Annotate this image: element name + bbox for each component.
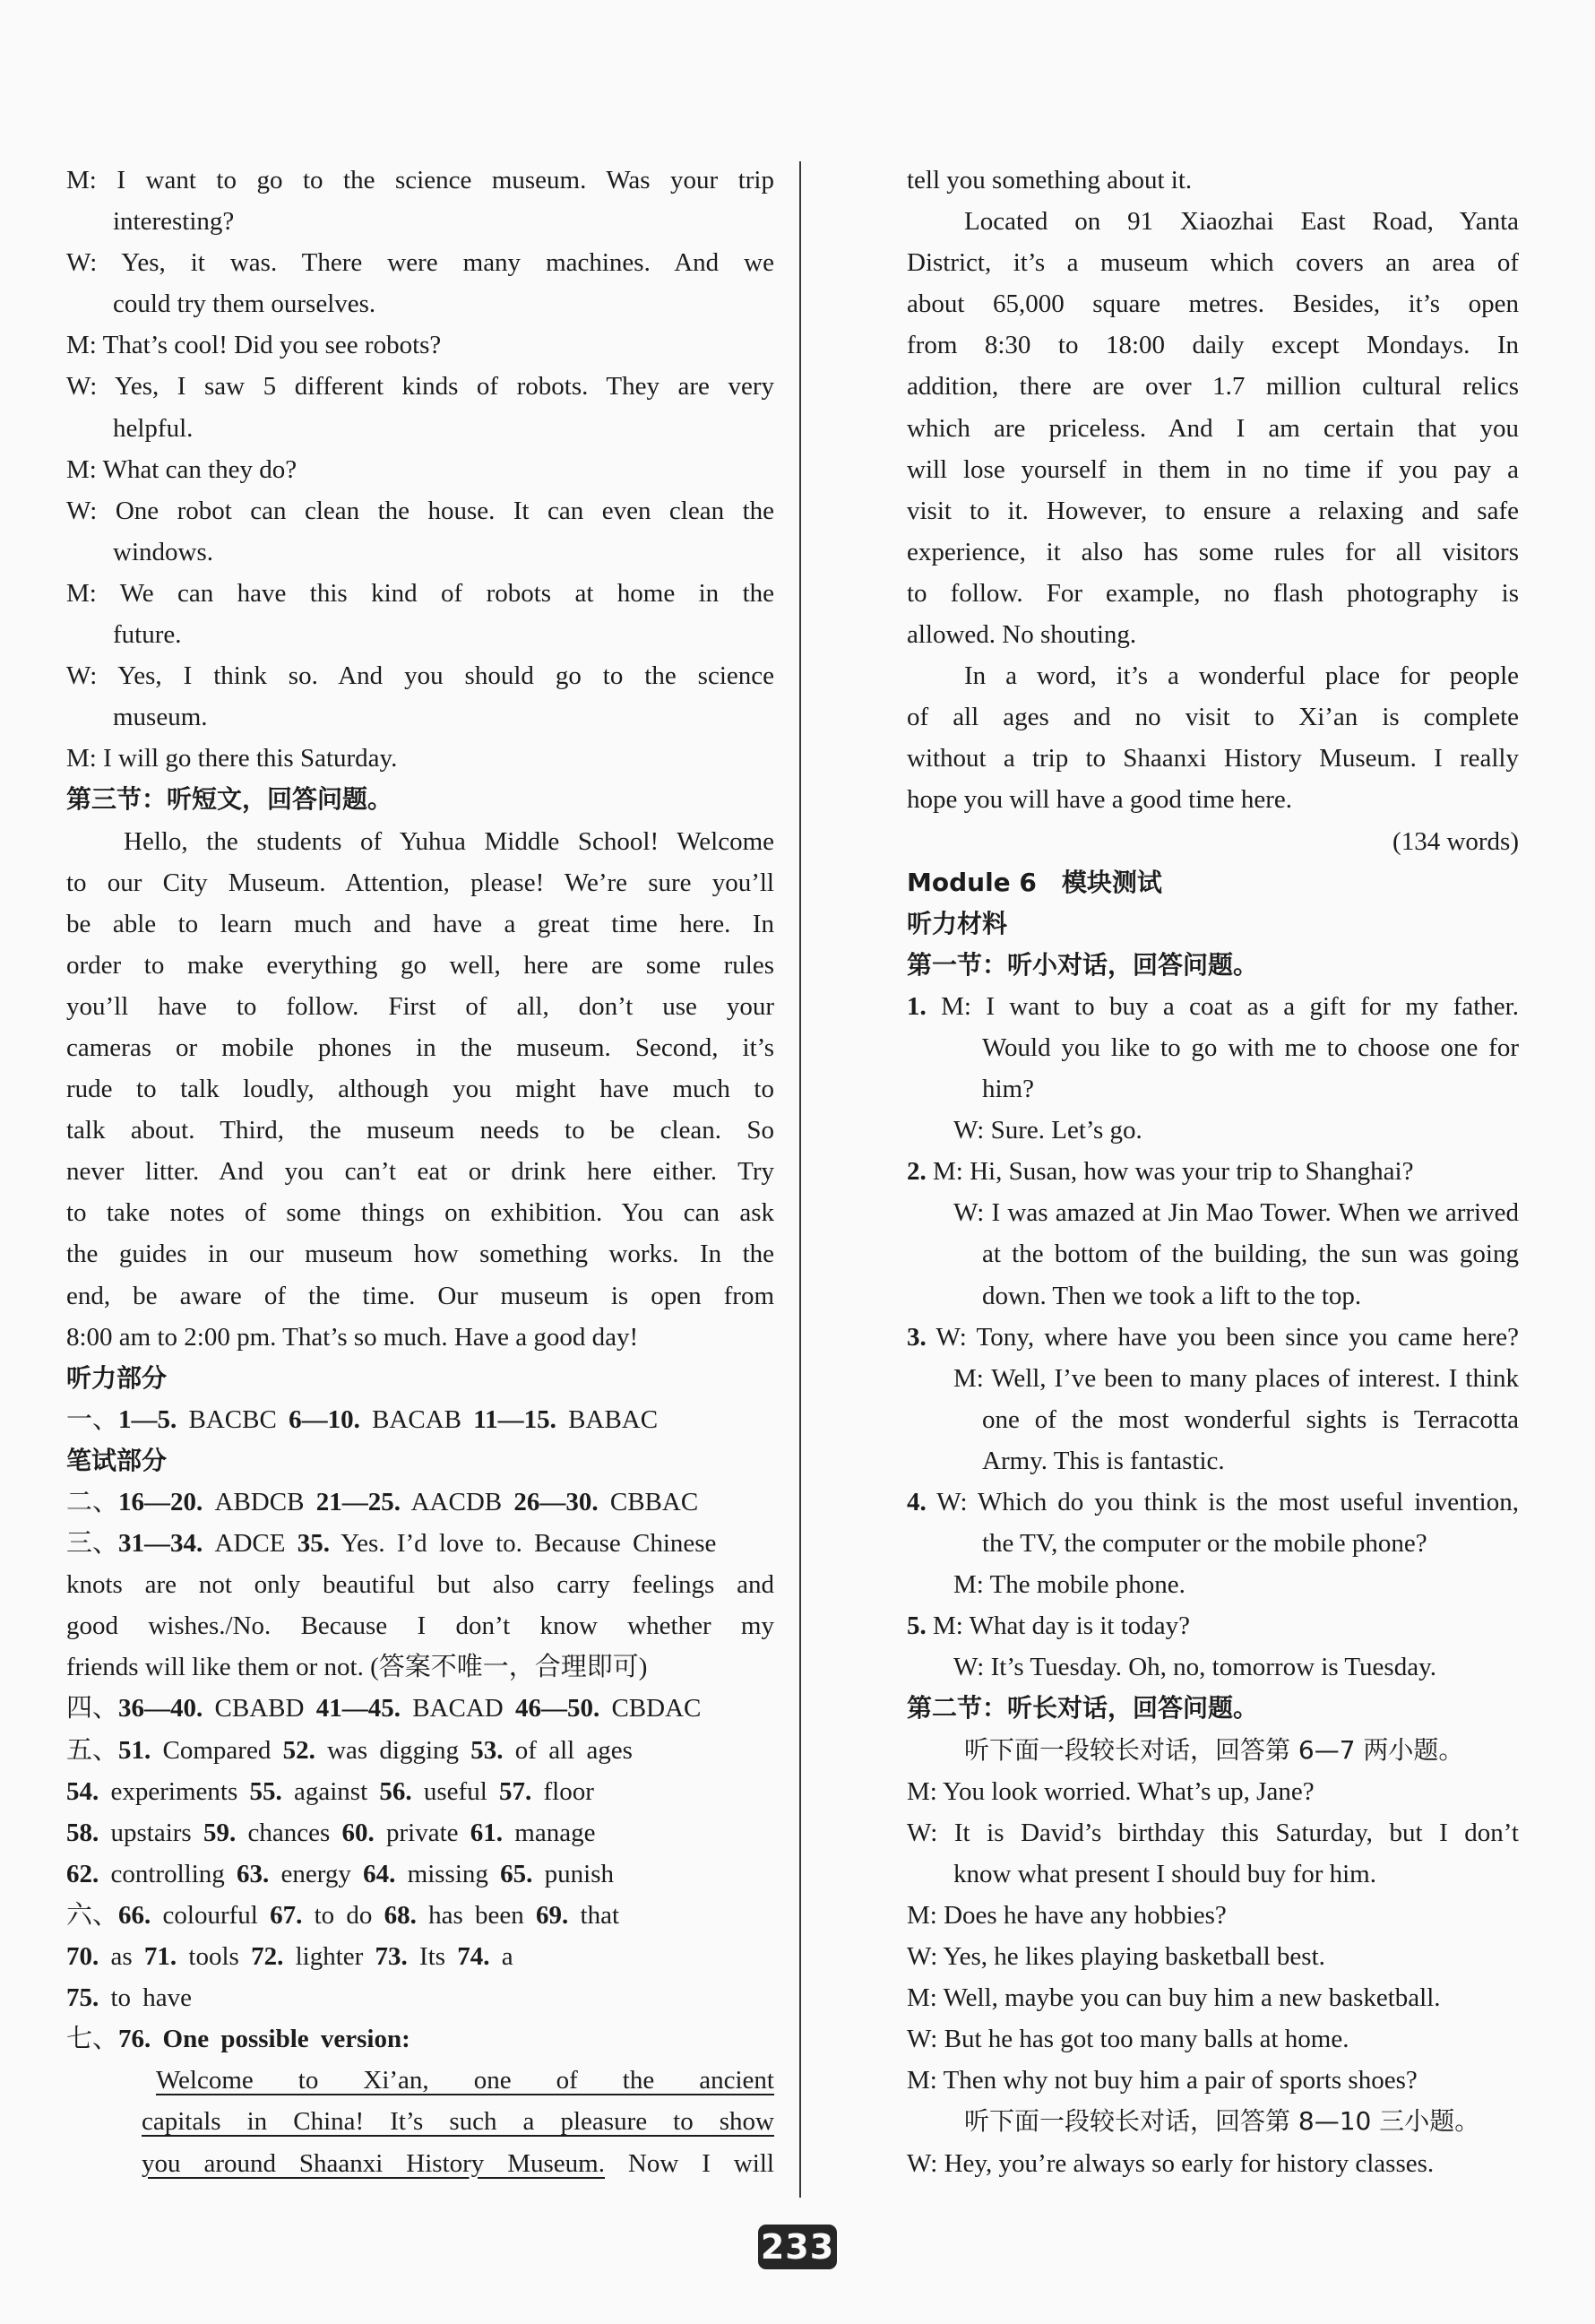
text-line: Hello, the students of Yuhua Middle School! Welcome: [124, 826, 774, 856]
answer-value: against: [281, 1776, 380, 1806]
dialogue-line: down. Then we took a lift to the top.: [982, 1281, 1362, 1310]
essay-line: Welcome to Xi’an, one of the ancient: [156, 2066, 774, 2095]
dialogue-line: M: Then why not buy him a pair of sports shoes?: [907, 2066, 1418, 2095]
item-range: 35.: [297, 1529, 330, 1559]
item-number: 53.: [470, 1735, 504, 1765]
answer-value: CBDAC: [599, 1694, 702, 1724]
item-number: 63.: [237, 1859, 270, 1888]
dialogue-text: M: What day is it today?: [926, 1611, 1190, 1641]
text-line: W: Yes, it was. There were many machines. And we: [66, 248, 774, 278]
item-range: 11—15.: [473, 1404, 556, 1434]
answer-value: punish: [532, 1859, 614, 1888]
part-label: 五、: [66, 1735, 119, 1765]
part-label: 六、: [66, 1900, 119, 1930]
essay-line: will lose yourself in them in no time if you pay a: [907, 454, 1519, 484]
text-line: the guides in our museum how something works. In the: [66, 1240, 774, 1269]
text-line: end, be aware of the time. Our museum is open from: [66, 1281, 774, 1310]
item-number: 57.: [499, 1776, 532, 1806]
answer-line: [66, 1895, 774, 1936]
dialogue-line: M: Well, maybe you can buy him a new basketball.: [907, 1983, 1441, 2013]
answer-value: floor: [531, 1776, 594, 1806]
question-number: 1.: [907, 991, 927, 1021]
item-number: 74.: [457, 1942, 490, 1972]
item-number: 55.: [249, 1776, 282, 1806]
answer-line: [66, 1523, 774, 1564]
page-number: 233: [758, 2225, 837, 2269]
column-divider: [799, 161, 801, 2198]
essay-line: tell you something about it.: [907, 166, 1193, 194]
text-line: friends will like them or not. (答案不唯一，合理即可): [66, 1653, 648, 1682]
dialogue-line: the TV, the computer or the mobile phone?: [982, 1529, 1427, 1559]
dialogue-line: one of the most wonderful sights is Terracotta: [982, 1404, 1519, 1434]
instruction-line: 听下面一段较长对话，回答第 6—7 两小题。: [964, 1734, 1464, 1765]
section-title-written: 笔试部分: [66, 1445, 168, 1475]
item-number: 69.: [536, 1900, 569, 1930]
essay-line: capitals in China! It’s such a pleasure to show: [142, 2107, 774, 2137]
item-number: 67.: [270, 1900, 303, 1930]
essay-line: District, it’s a museum which covers an area of: [907, 248, 1519, 278]
answer-value: ABDCB: [203, 1488, 316, 1516]
essay-line: [66, 2143, 774, 2184]
text-line: interesting?: [113, 207, 235, 237]
item-number: 72.: [251, 1942, 284, 1972]
section-heading: 第一节：听小对话，回答问题。: [907, 949, 1259, 980]
text-line: rude to talk loudly, although you might have much to: [66, 1075, 774, 1104]
dialogue-line: W: Sure. Let’s go.: [953, 1116, 1142, 1145]
dialogue-line: at the bottom of the building, the sun was going: [982, 1240, 1519, 1269]
answer-line: [66, 1482, 774, 1523]
item-number: 62.: [66, 1859, 99, 1888]
text-line: M: I want to go to the science museum. Was your trip: [66, 166, 774, 194]
part-label: 四、: [66, 1694, 119, 1724]
item-number: 58.: [66, 1818, 99, 1847]
item-range: 1—5.: [118, 1404, 177, 1434]
text-line: museum.: [113, 703, 208, 732]
item-number: 66.: [118, 1900, 151, 1930]
answer-value: missing: [395, 1859, 501, 1888]
text-line: W: One robot can clean the house. It can even clean the: [66, 496, 774, 525]
answer-value: has been: [416, 1900, 537, 1930]
answer-line: [66, 1977, 774, 2018]
answer-value: AACDB: [400, 1488, 514, 1516]
part-label: 二、: [66, 1488, 119, 1516]
text-line: knots are not only beautiful but also carry feelings and: [66, 1570, 774, 1600]
answer-value: useful: [411, 1776, 500, 1806]
item-number: 64.: [363, 1859, 396, 1888]
dialogue-text: M: Hi, Susan, how was your trip to Shanghai?: [926, 1157, 1414, 1187]
answer-value: lighter: [283, 1942, 375, 1972]
text-line: order to make everything go well, here are some rules: [66, 950, 774, 980]
text-line: to take notes of some things on exhibition. You can ask: [66, 1198, 774, 1228]
item-number: 52.: [282, 1735, 315, 1765]
listening-material-title: 听力材料: [907, 908, 1008, 938]
essay-line: to follow. For example, no flash photography is: [907, 578, 1519, 608]
dialogue-line: M: The mobile phone.: [953, 1570, 1185, 1600]
text-line: could try them ourselves.: [113, 289, 376, 319]
answer-value: chances: [236, 1818, 342, 1847]
answer-value: tools: [177, 1942, 252, 1972]
item-number: 59.: [203, 1818, 237, 1847]
dialogue-line: [907, 1605, 1519, 1646]
answer-line: [66, 1399, 774, 1440]
answer-value: to have: [99, 1983, 193, 2013]
essay-line: about 65,000 square metres. Besides, it’s open: [907, 289, 1519, 319]
essay-line: allowed. No shouting.: [907, 620, 1137, 650]
answer-value: Compared: [151, 1735, 283, 1765]
answer-value: BACAD: [400, 1694, 515, 1724]
word-count: (134 words): [1392, 826, 1519, 856]
question-number: 5.: [907, 1611, 927, 1641]
dialogue-text: W: Tony, where have you been since you came here?: [926, 1322, 1519, 1352]
module-title: Module 6 模块测试: [907, 867, 1162, 897]
text-line: future.: [113, 620, 182, 650]
dialogue-line: W: But he has got too many balls at home.: [907, 2025, 1349, 2054]
dialogue-line: W: I was amazed at Jin Mao Tower. When we arrived: [953, 1198, 1519, 1228]
text-line: W: Yes, I saw 5 different kinds of robots. They are very: [66, 372, 774, 402]
part-label: 七、: [66, 2025, 119, 2054]
answer-value: upstairs: [99, 1818, 203, 1847]
text-line: good wishes./No. Because I don’t know whether my: [66, 1611, 774, 1641]
item-number: 54.: [66, 1776, 99, 1806]
item-range: 6—10.: [289, 1404, 360, 1434]
dialogue-line: M: You look worried. What’s up, Jane?: [907, 1776, 1315, 1806]
answer-value: as: [99, 1942, 144, 1972]
dialogue-line: him?: [982, 1075, 1034, 1104]
text-line: helpful.: [113, 413, 194, 443]
dialogue-line: [907, 1317, 1519, 1358]
item-number: 70.: [66, 1942, 99, 1972]
essay-line: addition, there are over 1.7 million cultural relics: [907, 372, 1519, 402]
text-line: M: What can they do?: [66, 454, 297, 484]
answer-line: [66, 1730, 774, 1771]
item-number: 51.: [118, 1735, 151, 1765]
answer-value: ADCE: [203, 1529, 297, 1559]
part-label: 三、: [66, 1529, 119, 1559]
section-heading: 第三节：听短文，回答问题。: [66, 784, 393, 815]
section-heading: 第二节：听长对话，回答问题。: [907, 1693, 1259, 1724]
dialogue-line: W: It is David’s birthday this Saturday, but I don’t: [907, 1818, 1519, 1847]
dialogue-line: [907, 1151, 1519, 1192]
essay-line: of all ages and no visit to Xi’an is complete: [907, 703, 1519, 732]
essay-line: without a trip to Shaanxi History Museum. I really: [907, 744, 1519, 773]
part-label: 一、: [66, 1404, 119, 1434]
answer-value: CBABD: [203, 1694, 316, 1724]
text-line: M: That’s cool! Did you see robots?: [66, 331, 442, 360]
text-line: you’ll have to follow. First of all, don’t use your: [66, 991, 774, 1021]
answer-value: of all ages: [503, 1735, 633, 1765]
answer-line: [66, 1936, 774, 1977]
essay-line: In a word, it’s a wonderful place for people: [964, 661, 1519, 691]
dialogue-line: [907, 1482, 1519, 1523]
dialogue-line: W: It’s Tuesday. Oh, no, tomorrow is Tuesday.: [953, 1653, 1436, 1682]
answer-value: Its: [407, 1942, 458, 1972]
item-range: 31—34.: [118, 1529, 203, 1559]
item-range: 16—20.: [118, 1488, 203, 1516]
text-line: to our City Museum. Attention, please! We’re sure you’ll: [66, 868, 774, 897]
text-line: M: I will go there this Saturday.: [66, 744, 398, 773]
item-number: 71.: [143, 1942, 177, 1972]
essay-underlined: you around Shaanxi History Museum.: [142, 2148, 605, 2178]
text-line: be able to learn much and have a great time here. In: [66, 909, 774, 938]
essay-line: which are priceless. And I am certain that you: [907, 413, 1519, 443]
answer-line: [66, 1812, 774, 1853]
answer-value: CBBAC: [598, 1488, 699, 1516]
item-number: 73.: [375, 1942, 408, 1972]
item-number: 60.: [341, 1818, 375, 1847]
dialogue-text: W: Which do you think is the most useful invention,: [926, 1488, 1519, 1516]
answer-line: [66, 1853, 774, 1895]
text-line: W: Yes, I think so. And you should go to the science: [66, 661, 774, 691]
dialogue-line: [907, 986, 1519, 1027]
left-column: [66, 160, 774, 2184]
item-number: 56.: [379, 1776, 412, 1806]
question-number: 4.: [907, 1488, 927, 1516]
answer-value: experiments: [99, 1776, 250, 1806]
answer-value: private: [374, 1818, 470, 1847]
dialogue-line: Army. This is fantastic.: [982, 1446, 1225, 1475]
text-line: cameras or mobile phones in the museum. Second, it’s: [66, 1032, 774, 1062]
dialogue-text: M: I want to buy a coat as a gift for my father.: [926, 991, 1519, 1021]
item-range: 41—45.: [315, 1694, 401, 1724]
answer-value: a: [489, 1942, 513, 1972]
answer-value: to do: [302, 1900, 384, 1930]
text-line: 8:00 am to 2:00 pm. That’s so much. Have a good day!: [66, 1322, 639, 1352]
essay-line: hope you will have a good time here.: [907, 785, 1293, 815]
answer-line: [66, 1688, 774, 1729]
writing-heading: 76. One possible version:: [118, 2025, 410, 2054]
item-number: 65.: [500, 1859, 533, 1888]
answer-value: was digging: [315, 1735, 471, 1765]
answer-value: Yes. I’d love to. Because Chinese: [329, 1529, 717, 1559]
dialogue-line: Would you like to go with me to choose one for: [982, 1032, 1519, 1062]
answer-line: [66, 2018, 774, 2060]
instruction-line: 听下面一段较长对话，回答第 8—10 三小题。: [964, 2106, 1480, 2137]
essay-line: Located on 91 Xiaozhai East Road, Yanta: [964, 207, 1519, 237]
question-number: 3.: [907, 1322, 927, 1352]
text-line: talk about. Third, the museum needs to be clean. So: [66, 1116, 774, 1145]
item-range: 26—30.: [513, 1488, 599, 1516]
item-range: 46—50.: [514, 1694, 600, 1724]
dialogue-line: W: Yes, he likes playing basketball best.: [907, 1942, 1325, 1972]
question-number: 2.: [907, 1157, 927, 1187]
essay-line: visit to it. However, to ensure a relaxing and safe: [907, 496, 1519, 525]
essay-line: experience, it also has some rules for all visitors: [907, 537, 1519, 566]
answer-value: BABAC: [556, 1404, 659, 1434]
answer-value: controlling: [99, 1859, 237, 1888]
item-range: 36—40.: [118, 1694, 203, 1724]
item-number: 75.: [66, 1983, 99, 2013]
item-number: 61.: [470, 1818, 504, 1847]
text-line: M: We can have this kind of robots at home in the: [66, 578, 774, 608]
section-title-listening: 听力部分: [66, 1362, 168, 1393]
dialogue-line: know what present I should buy for him.: [953, 1859, 1376, 1888]
item-number: 68.: [384, 1900, 417, 1930]
item-range: 21—25.: [315, 1488, 401, 1516]
answer-value: that: [568, 1900, 620, 1930]
right-column: [907, 160, 1519, 2184]
text-line: never litter. And you can’t eat or drink here either. Try: [66, 1157, 774, 1187]
essay-line: from 8:30 to 18:00 daily except Mondays. In: [907, 331, 1519, 360]
answer-value: BACBC: [177, 1404, 289, 1434]
answer-value: manage: [503, 1818, 596, 1847]
answer-value: energy: [269, 1859, 364, 1888]
essay-text: Now I will: [604, 2148, 774, 2178]
answer-value: colourful: [151, 1900, 271, 1930]
answer-line: [66, 1771, 774, 1812]
text-line: windows.: [113, 537, 213, 566]
answer-value: BACAB: [359, 1404, 474, 1434]
dialogue-line: W: Hey, you’re always so early for history classes.: [907, 2148, 1435, 2178]
dialogue-line: M: Does he have any hobbies?: [907, 1900, 1227, 1930]
dialogue-line: M: Well, I’ve been to many places of interest. I think: [953, 1363, 1519, 1393]
